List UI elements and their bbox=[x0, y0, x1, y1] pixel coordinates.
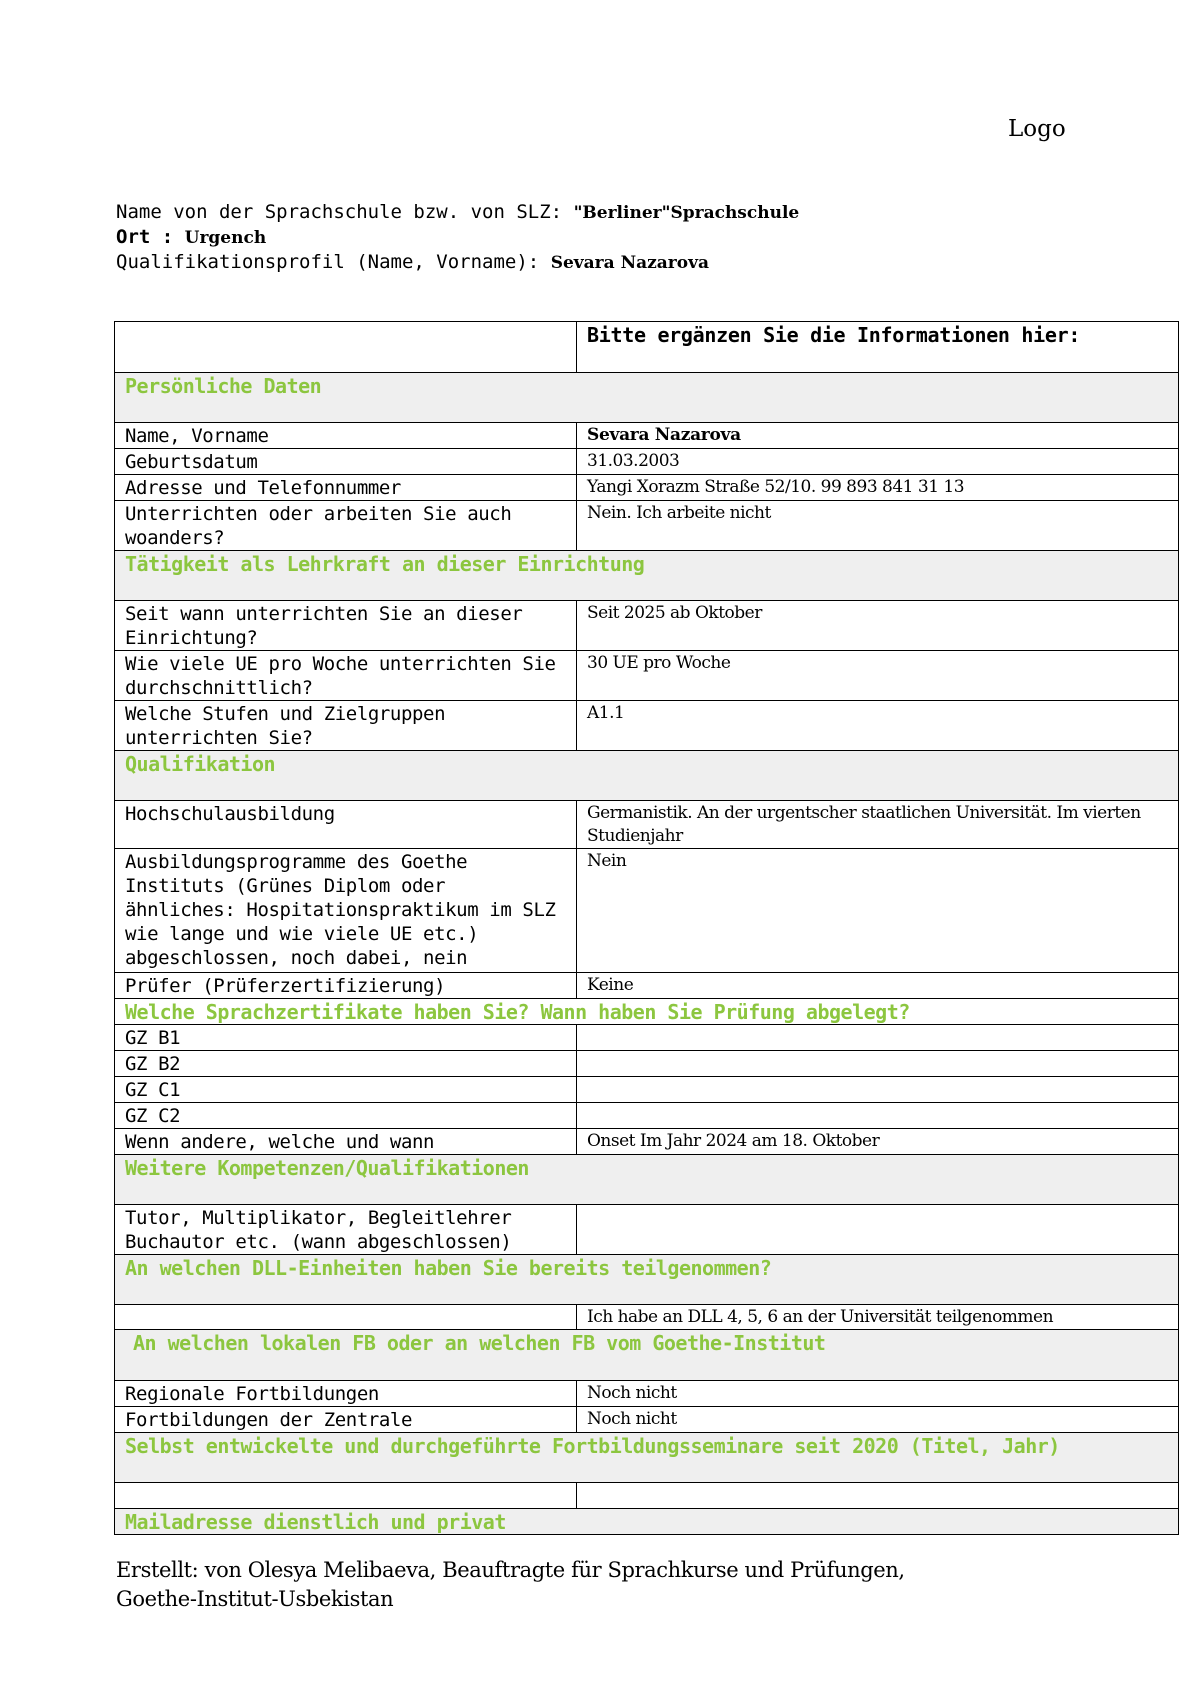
section-dll bbox=[115, 1255, 1179, 1305]
city-value: Urgench bbox=[184, 228, 267, 248]
table-header-row bbox=[115, 322, 1179, 373]
gzc2-label: GZ C2 bbox=[115, 1103, 577, 1129]
city-label: Ort : bbox=[116, 226, 185, 248]
table-row bbox=[115, 1103, 1179, 1129]
table-row bbox=[115, 475, 1179, 501]
gzb2-label: GZ B2 bbox=[115, 1051, 577, 1077]
header-prompt: Bitte ergänzen Sie die Informationen hier: bbox=[577, 322, 1179, 373]
table-row bbox=[115, 1407, 1179, 1433]
qualification-table bbox=[114, 321, 1179, 1535]
levels-value[interactable]: A1.1 bbox=[577, 701, 1179, 751]
address-label: Adresse und Telefonnummer bbox=[115, 475, 577, 501]
table-row bbox=[115, 1129, 1179, 1155]
footer-note bbox=[116, 1556, 905, 1614]
levels-label: Welche Stufen und Zielgruppen unterrichten Sie? bbox=[115, 701, 577, 751]
elsewhere-value[interactable]: Nein. Ich arbeite nicht bbox=[577, 501, 1179, 551]
table-row bbox=[115, 601, 1179, 651]
section-title: Tätigkeit als Lehrkraft an dieser Einrichtung bbox=[115, 551, 1179, 601]
header-empty-cell bbox=[115, 322, 577, 373]
ue-value[interactable]: 30 UE pro Woche bbox=[577, 651, 1179, 701]
table-row bbox=[115, 973, 1179, 999]
section-title: Weitere Kompetenzen/Qualifikationen bbox=[115, 1155, 1179, 1205]
school-line bbox=[116, 200, 799, 225]
section-title: Mailadresse dienstlich und privat bbox=[115, 1509, 1179, 1535]
table-row bbox=[115, 1077, 1179, 1103]
table-row bbox=[115, 701, 1179, 751]
address-value[interactable]: Yangi Xorazm Straße 52/10. 99 893 841 31 13 bbox=[577, 475, 1179, 501]
dll-label bbox=[115, 1305, 577, 1330]
gzc1-label: GZ C1 bbox=[115, 1077, 577, 1103]
name-label: Name, Vorname bbox=[115, 423, 577, 449]
section-qualification bbox=[115, 751, 1179, 801]
gzb1-label: GZ B1 bbox=[115, 1025, 577, 1051]
table-row bbox=[115, 1025, 1179, 1051]
section-title: Qualifikation bbox=[115, 751, 1179, 801]
table-row bbox=[115, 1205, 1179, 1255]
section-title: An welchen lokalen FB oder an welchen FB vom Goethe-Institut bbox=[115, 1330, 1179, 1381]
examiner-label: Prüfer (Prüferzertifizierung) bbox=[115, 973, 577, 999]
footer-line-1: Erstellt: von Olesya Melibaeva, Beauftragte für Sprachkurse und Prüfungen, bbox=[116, 1558, 905, 1582]
section-competences bbox=[115, 1155, 1179, 1205]
regional-value[interactable]: Noch nicht bbox=[577, 1381, 1179, 1407]
table-row bbox=[115, 651, 1179, 701]
central-label: Fortbildungen der Zentrale bbox=[115, 1407, 577, 1433]
table-row bbox=[115, 501, 1179, 551]
section-teaching bbox=[115, 551, 1179, 601]
central-value[interactable]: Noch nicht bbox=[577, 1407, 1179, 1433]
section-title: An welchen DLL-Einheiten haben Sie bereits teilgenommen? bbox=[115, 1255, 1179, 1305]
other-cert-label: Wenn andere, welche und wann bbox=[115, 1129, 577, 1155]
regional-label: Regionale Fortbildungen bbox=[115, 1381, 577, 1407]
section-seminars bbox=[115, 1433, 1179, 1483]
section-personal bbox=[115, 373, 1179, 423]
school-label: Name von der Sprachschule bzw. von SLZ: bbox=[116, 201, 574, 223]
section-title: Selbst entwickelte und durchgeführte Fortbildungsseminare seit 2020 (Titel, Jahr) bbox=[115, 1433, 1179, 1483]
elsewhere-label: Unterrichten oder arbeiten Sie auch woanders? bbox=[115, 501, 577, 551]
profile-value: Sevara Nazarova bbox=[550, 253, 709, 273]
gzb1-value[interactable] bbox=[577, 1025, 1179, 1051]
table-row bbox=[115, 449, 1179, 475]
school-value: "Berliner"Sprachschule bbox=[573, 203, 800, 223]
tutor-value[interactable] bbox=[577, 1205, 1179, 1255]
name-value[interactable]: Sevara Nazarova bbox=[577, 423, 1179, 449]
since-value[interactable]: Seit 2025 ab Oktober bbox=[577, 601, 1179, 651]
ue-label: Wie viele UE pro Woche unterrichten Sie durchschnittlich? bbox=[115, 651, 577, 701]
table-row bbox=[115, 801, 1179, 849]
footer-line-2: Goethe-Institut-Usbekistan bbox=[116, 1587, 394, 1611]
programs-value[interactable]: Nein bbox=[577, 849, 1179, 973]
table-row bbox=[115, 1483, 1179, 1509]
university-value[interactable]: Germanistik. An der urgentscher staatlichen Universität. Im vierten Studienjahr bbox=[577, 801, 1179, 849]
gzc2-value[interactable] bbox=[577, 1103, 1179, 1129]
table-row bbox=[115, 849, 1179, 973]
seminars-value[interactable] bbox=[577, 1483, 1179, 1509]
profile-line bbox=[116, 250, 799, 275]
logo-placeholder: Logo bbox=[1008, 116, 1066, 142]
table-row bbox=[115, 423, 1179, 449]
table-row bbox=[115, 1305, 1179, 1330]
since-label: Seit wann unterrichten Sie an dieser Einrichtung? bbox=[115, 601, 577, 651]
gzc1-value[interactable] bbox=[577, 1077, 1179, 1103]
section-title: Persönliche Daten bbox=[115, 373, 1179, 423]
examiner-value[interactable]: Keine bbox=[577, 973, 1179, 999]
section-fb bbox=[115, 1330, 1179, 1381]
tutor-label: Tutor, Multiplikator, Begleitlehrer Buchautor etc. (wann abgeschlossen) bbox=[115, 1205, 577, 1255]
gzb2-value[interactable] bbox=[577, 1051, 1179, 1077]
city-line bbox=[116, 225, 799, 250]
programs-label: Ausbildungsprogramme des Goethe Instituts (Grünes Diplom oder ähnliches: Hospitationspraktikum im SLZ wie lange und wie viele UE etc.) abgeschlossen, noch dabei, nein bbox=[115, 849, 577, 973]
section-mail bbox=[115, 1509, 1179, 1535]
birth-label: Geburtsdatum bbox=[115, 449, 577, 475]
section-title: Welche Sprachzertifikate haben Sie? Wann haben Sie Prüfung abgelegt? bbox=[115, 999, 1179, 1025]
birth-value[interactable]: 31.03.2003 bbox=[577, 449, 1179, 475]
profile-label: Qualifikationsprofil (Name, Vorname): bbox=[116, 251, 551, 273]
other-cert-value[interactable]: Onset Im Jahr 2024 am 18. Oktober bbox=[577, 1129, 1179, 1155]
table-row bbox=[115, 1381, 1179, 1407]
university-label: Hochschulausbildung bbox=[115, 801, 577, 849]
section-certificates bbox=[115, 999, 1179, 1025]
dll-value[interactable]: Ich habe an DLL 4, 5, 6 an der Universität teilgenommen bbox=[577, 1305, 1179, 1330]
table-row bbox=[115, 1051, 1179, 1077]
seminars-label bbox=[115, 1483, 577, 1509]
document-header bbox=[116, 200, 799, 275]
